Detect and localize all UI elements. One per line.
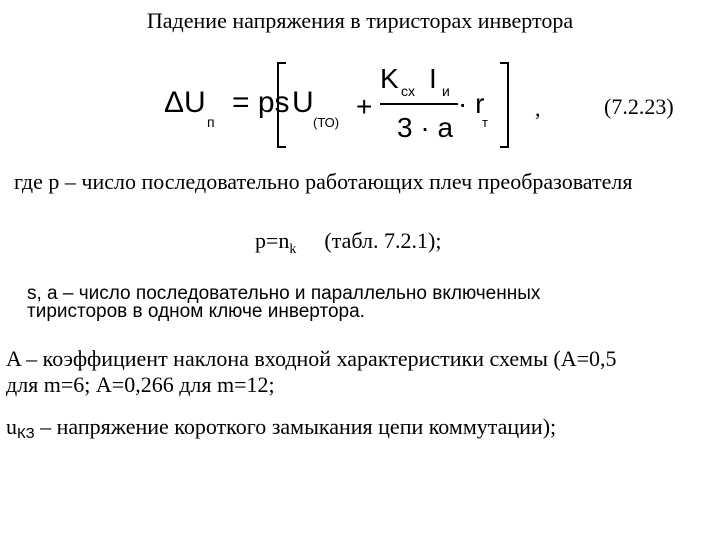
- formula-plus: +: [356, 91, 373, 122]
- ukz-description: – напряжение короткого замыкания цепи коммутации);: [34, 414, 557, 439]
- formula-numerator-i-sub: и: [442, 83, 450, 99]
- definition-s-a-row1: s, a – число последовательно и параллельно включенных: [27, 283, 541, 304]
- definition-a-row2: для m=6; А=0,266 для m=12;: [6, 372, 275, 397]
- p-formula-sub: k: [289, 242, 297, 257]
- ukz-symbol: u: [6, 414, 17, 439]
- formula-u-sub: (ТО): [313, 115, 340, 130]
- formula-right-bracket: [500, 63, 508, 147]
- formula-u: U: [292, 86, 314, 119]
- definition-p-formula: [255, 228, 441, 258]
- p-formula-reference: (табл. 7.2.1);: [324, 228, 442, 253]
- equation-number: (7.2.23): [604, 94, 674, 119]
- formula-numerator-k-sub: сх: [401, 83, 415, 99]
- definition-p: где р – число последовательно работающих плеч преобразователя: [14, 169, 633, 194]
- formula-lhs: ΔU: [164, 86, 206, 119]
- formula-times-r: · r: [458, 88, 485, 119]
- definition-s-a-row2: тиристоров в одном ключе инвертора.: [27, 301, 365, 322]
- p-formula-main: р=n: [255, 228, 290, 253]
- page-title: Падение напряжения в тиристорах инвертора: [146, 8, 574, 33]
- formula-lhs-sub: п: [207, 114, 215, 130]
- definition-s-a: [27, 285, 540, 321]
- formula-numerator-k: K: [380, 63, 399, 94]
- definition-a: [6, 346, 617, 398]
- formula-r-sub: т: [482, 115, 488, 130]
- formula-equals-ps: = ps: [232, 86, 290, 119]
- definition-a-row1: A – коэффициент наклона входной характеристики схемы (А=0,5: [6, 346, 617, 371]
- formula-numerator-i: I: [429, 63, 437, 94]
- formula-comma: ,: [535, 96, 541, 121]
- formula-denominator: 3 · a: [397, 112, 454, 143]
- ukz-subscript: КЗ: [17, 425, 35, 442]
- definition-ukz: [6, 414, 556, 443]
